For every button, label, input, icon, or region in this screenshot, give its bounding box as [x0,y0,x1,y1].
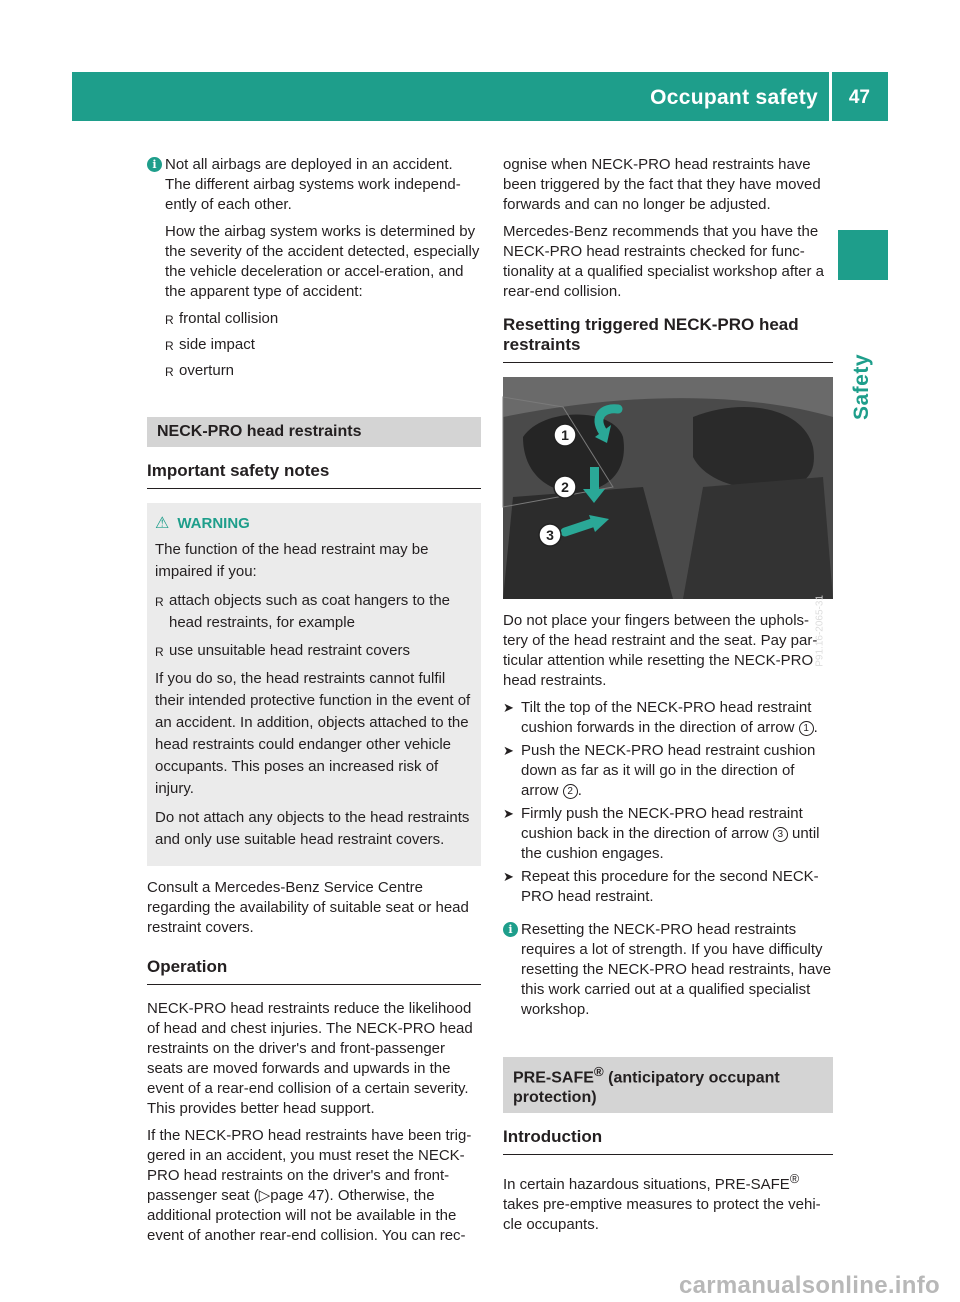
recommendation-paragraph: Mercedes-Benz recommends that you have the NECK-PRO head restraints checked for func-tionality at a qualified specialist workshop after a rear-end collision. [503,223,825,300]
page-reference-link[interactable]: page 47 [270,1187,325,1204]
seat-illustration [503,377,833,599]
reset-steps [503,698,833,907]
warning-paragraph: If you do so, the head restraints cannot fulfil their intended protective function in the event of an accident. In addition, objects attached to the head restraints could endanger other vehicle occupants. This poses an increased risk of injury. [155,670,471,797]
reset-info-note [503,920,833,1020]
list-item: R frontal collision [165,309,481,329]
heading-introduction: Introduction [503,1127,833,1155]
intro-paragraph: In certain hazardous situations, PRE-SAFE® takes pre-emptive measures to protect the vehi-cle occupants. [503,1172,821,1234]
warning-triangle-icon: ⚠ [155,515,170,532]
list-item: R use unsuitable head restraint covers [155,640,473,662]
list-item: R attach objects such as coat hangers to the head restraints, for example [155,590,473,634]
left-column [147,155,481,1253]
callout-number: 3 [773,827,788,842]
list-item: R overturn [165,361,481,381]
airbag-info-note [147,155,481,381]
step-item: ➤ Push the NECK-PRO head restraint cushion down as far as it will go in the direction of arrow 2 . [503,742,816,799]
step-arrow-icon: ➤ [503,743,514,758]
heading-resetting: Resetting triggered NECK-PRO head restraints [503,315,833,363]
callout-label: 1 [561,427,569,443]
step-arrow-icon: ➤ [503,806,514,821]
header-divider [829,72,832,121]
step-arrow-icon: ➤ [503,700,514,715]
info-icon: i [147,157,162,172]
step-item: ➤ Firmly push the NECK-PRO head restraint cushion back in the direction of arrow 3 until the cushion engages. [503,805,820,862]
operation-paragraph: If the NECK-PRO head restraints have been trig-gered in an accident, you must reset the NECK-PRO head restraints on the driver's and front-passenger seat (▷page 47). Otherwise, the additional protection will not be available in the event of another rear-end collision. You can rec- [147,1127,472,1244]
step-item: ➤ Tilt the top of the NECK-PRO head restraint cushion forwards in the direction of arrow 1 . [503,699,818,736]
watermark: carmanualsonline.info [678,1272,940,1299]
page-number: 47 [848,87,870,108]
step-arrow-icon: ➤ [503,869,514,884]
section-heading-pre-safe: PRE-SAFE® (anticipatory occupant protection) [503,1057,833,1113]
section-tab-label: Safety [850,353,873,420]
caution-paragraph: Do not place your fingers between the uphols-tery of the head restraint and the seat. Pay par-ticular attention while resetting the NECK-PRO head restraints. [503,612,818,689]
info-paragraph: Resetting the NECK-PRO head restraints requires a lot of strength. If you have difficulty resetting the NECK-PRO head restraints, have this work carried out at a qualified specialist workshop. [521,921,832,1018]
warning-paragraph: Do not attach any objects to the head restraints and only use suitable head restraint covers. [155,809,470,848]
section-tab-marker [838,230,888,280]
right-column [503,155,833,1242]
warning-box [147,503,481,866]
page-ref-arrow-icon: ▷ [258,1187,271,1204]
header-bar [72,72,888,121]
callout-number: 1 [799,721,814,736]
warning-intro: The function of the head restraint may be impaired if you: [155,541,429,580]
callout-label: 3 [546,527,554,543]
heading-important-safety-notes: Important safety notes [147,461,481,489]
info-paragraph: How the airbag system works is determined by the severity of the accident detected, especially the vehicle deceleration or accel-eration, and the apparent type of accident: [165,223,480,300]
heading-operation: Operation [147,957,481,985]
operation-paragraph: NECK-PRO head restraints reduce the likelihood of head and chest injuries. The NECK-PRO head restraints on the driver's and front-passenger seats are moved forwards and upwards in the event of a rear-end collision of a certain severity. This provides better head support. [147,1000,473,1117]
info-icon: i [503,922,518,937]
consult-paragraph: Consult a Mercedes-Benz Service Centre regarding the availability of suitable seat or head restraint covers. [147,879,469,936]
chapter-title: Occupant safety [650,86,818,109]
continuation-paragraph: ognise when NECK-PRO head restraints have been triggered by the fact that they have moved forwards and can no longer be adjusted. [503,156,821,213]
info-paragraph: Not all airbags are deployed in an accident. The different airbag systems work independ-ently of each other. [165,156,461,213]
photo-code: P91.16-2065-31 [815,595,826,667]
warning-title: WARNING [177,515,250,532]
warning-header [155,513,473,535]
step-item: ➤ Repeat this procedure for the second NECK-PRO head restraint. [503,868,819,905]
accident-type-list [165,309,481,381]
list-item: R side impact [165,335,481,355]
section-heading-neck-pro: NECK-PRO head restraints [147,417,481,447]
callout-number: 2 [563,784,578,799]
callout-label: 2 [561,479,569,495]
